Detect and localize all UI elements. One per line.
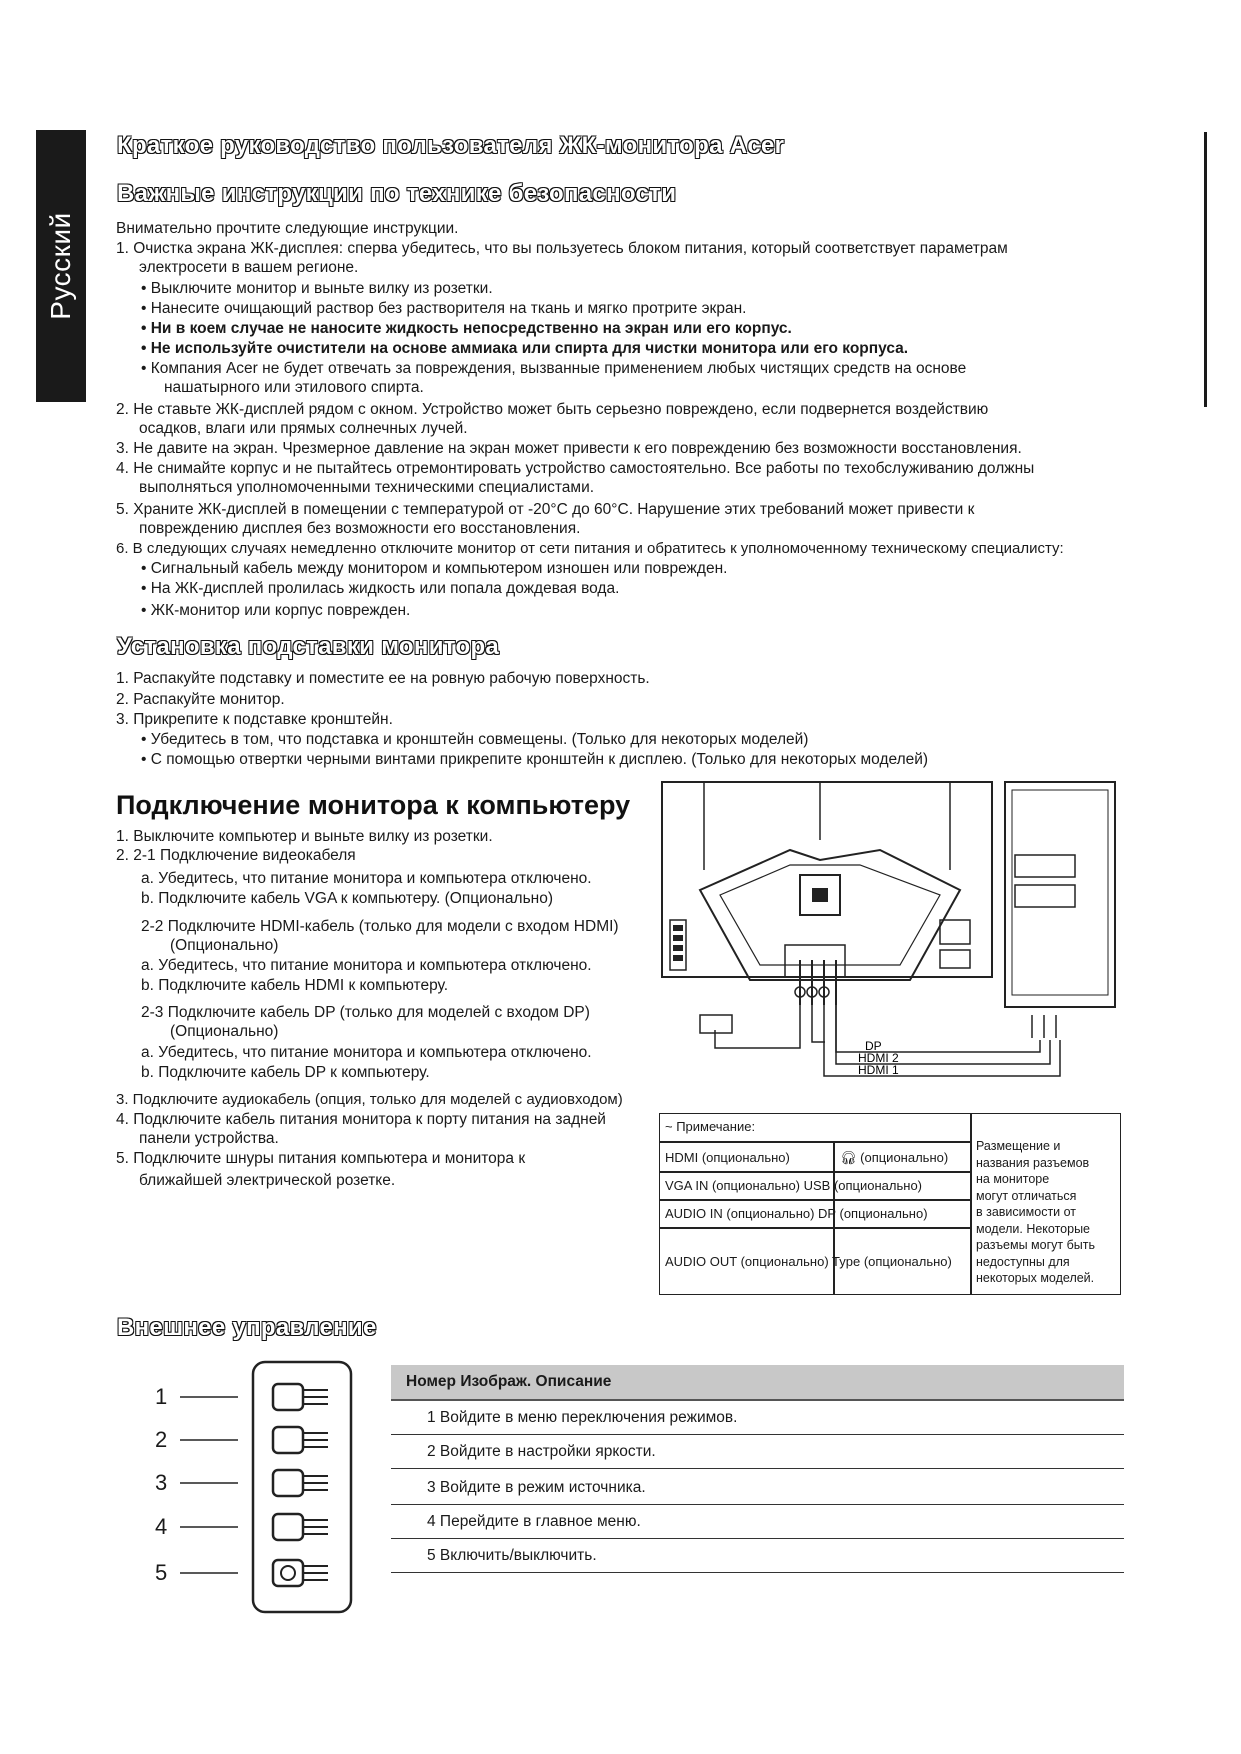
safety-item-2-cont: осадков, влаги или прямых солнечных лучей. bbox=[139, 420, 468, 437]
table-divider bbox=[660, 1171, 970, 1173]
connect-step-5: 5. Подключите шнуры питания компьютера и монитора к bbox=[116, 1150, 526, 1167]
note-cell bbox=[840, 1150, 948, 1166]
controls-table-header bbox=[391, 1365, 1124, 1401]
connect-hdmi-cont: (Опционально) bbox=[170, 937, 279, 954]
controls-table-header-label: Номер Изображ. Описание bbox=[406, 1373, 612, 1390]
safety-heading: Важные инструкции по технике безопасности bbox=[117, 180, 677, 207]
pc-tower-inner bbox=[1012, 790, 1108, 995]
connect-step-2: 2. 2-1 Подключение видеокабеля bbox=[116, 847, 356, 864]
dp-label: DP bbox=[865, 1039, 882, 1053]
control-button-icon bbox=[273, 1384, 328, 1410]
table-divider bbox=[660, 1199, 970, 1201]
controls-row-text: 3 Войдите в режим источника. bbox=[427, 1479, 646, 1496]
safety-bullet: • Сигнальный кабель между монитором и компьютером изношен или поврежден. bbox=[141, 560, 728, 577]
control-number: 2 bbox=[155, 1427, 168, 1452]
hdmi2-label: HDMI 2 bbox=[858, 1051, 899, 1065]
connect-substep: b. Подключите кабель VGA к компьютеру. (Опционально) bbox=[141, 890, 554, 907]
note-side-line: Размещение и bbox=[976, 1139, 1061, 1153]
stand-heading: Установка подставки монитора bbox=[117, 633, 500, 660]
button-mark bbox=[673, 935, 683, 941]
controls-row-text: 5 Включить/выключить. bbox=[427, 1547, 597, 1564]
note-cell-text: (опционально) bbox=[860, 1150, 949, 1165]
headphones-icon: 🎧︎ bbox=[840, 1150, 857, 1165]
control-number: 4 bbox=[155, 1514, 168, 1539]
control-number: 1 bbox=[155, 1384, 168, 1409]
note-side-text bbox=[976, 1138, 1095, 1287]
controls-table-row bbox=[391, 1505, 1124, 1539]
safety-intro: Внимательно прочтите следующие инструкции. bbox=[116, 220, 459, 237]
note-header: ~ Примечание: bbox=[665, 1119, 756, 1134]
note-side-line: некоторых моделей. bbox=[976, 1271, 1095, 1285]
button-mark bbox=[673, 945, 683, 951]
audio-cable bbox=[812, 1005, 825, 1042]
pc-drive-bay bbox=[1015, 885, 1075, 907]
safety-bullet: • ЖК-монитор или корпус поврежден. bbox=[141, 602, 411, 619]
connection-diagram bbox=[660, 780, 1120, 1100]
control-button-icon bbox=[273, 1514, 328, 1540]
button-mark bbox=[673, 955, 683, 961]
note-side-line: на мониторе bbox=[976, 1172, 1050, 1186]
connect-step-4: 4. Подключите кабель питания монитора к порту питания на задней bbox=[116, 1111, 606, 1128]
controls-row-text: 2 Войдите в настройки яркости. bbox=[427, 1443, 656, 1460]
note-side-line: названия разъемов bbox=[976, 1155, 1090, 1170]
power-port bbox=[940, 920, 970, 944]
safety-bullet: • Нанесите очищающий раствор без растворителя на ткань и мягко протрите экран. bbox=[141, 300, 747, 317]
safety-item-4-cont: выполняться уполномоченными техническими специалистами. bbox=[139, 479, 595, 496]
language-tab-label: Русский bbox=[45, 212, 76, 320]
table-divider bbox=[660, 1227, 970, 1229]
page-title: Краткое руководство пользователя ЖК-монитора Acer bbox=[117, 132, 785, 159]
pc-drive-bay bbox=[1015, 855, 1075, 877]
power-adapter bbox=[700, 1015, 732, 1033]
monitor-back-outline bbox=[662, 782, 992, 977]
stand-mount-center bbox=[812, 888, 828, 902]
connect-step-1: 1. Выключите компьютер и выньте вилку из розетки. bbox=[116, 828, 493, 845]
stand-bullet: • Убедитесь в том, что подставка и кронштейн совмещены. (Только для некоторых моделей) bbox=[141, 731, 809, 748]
table-divider bbox=[660, 1141, 970, 1143]
safety-item-6: 6. В следующих случаях немедленно отключите монитор от сети питания и обратитесь к уполномоченному техническому специалисту: bbox=[116, 540, 1064, 557]
controls-row-text: 4 Перейдите в главное меню. bbox=[427, 1513, 641, 1530]
controls-table-row bbox=[391, 1435, 1124, 1469]
safety-item-1: 1. Очистка экрана ЖК-дисплея: сперва убедитесь, что вы пользуетесь блоком питания, который соответствует параметрам bbox=[116, 240, 1008, 257]
stand-step-2: 2. Распакуйте монитор. bbox=[116, 691, 285, 708]
safety-bullet: • Компания Acer не будет отвечать за повреждения, вызванные применением любых чистящих средств на основе bbox=[141, 360, 967, 377]
stand-step-3: 3. Прикрепите к подставке кронштейн. bbox=[116, 711, 393, 728]
safety-item-2: 2. Не ставьте ЖК-дисплей рядом с окном. Устройство может быть серьезно повреждено, если подвернется воздействию bbox=[116, 401, 989, 418]
note-cell: VGA IN (опционально) USB (опционально) bbox=[665, 1178, 922, 1193]
right-margin-rule bbox=[1204, 132, 1207, 407]
controls-table-row bbox=[391, 1471, 1124, 1505]
language-tab bbox=[36, 130, 86, 402]
connect-substep: b. Подключите кабель DP к компьютеру. bbox=[141, 1064, 430, 1081]
connect-step-4-cont: панели устройства. bbox=[139, 1130, 279, 1147]
connect-substep: a. Убедитесь, что питание монитора и компьютера отключено. bbox=[141, 1044, 592, 1061]
safety-item-4: 4. Не снимайте корпус и не пытайтесь отремонтировать устройство самостоятельно. Все работы по техобслуживанию должны bbox=[116, 460, 1035, 477]
note-cell: HDMI (опционально) bbox=[665, 1150, 790, 1165]
safety-bullet-cont: нашатырного или этилового спирта. bbox=[164, 379, 424, 396]
safety-bullet-bold: • Не используйте очистители на основе аммиака или спирта для чистки монитора или его корпуса. bbox=[141, 340, 909, 357]
note-side-line: разъемы могут быть bbox=[976, 1238, 1095, 1252]
safety-bullet-bold: • Ни в коем случае не наносите жидкость непосредственно на экран или его корпус. bbox=[141, 320, 792, 337]
safety-item-5: 5. Храните ЖК-дисплей в помещении с температурой от -20°C до 60°C. Нарушение этих требований может привести к bbox=[116, 501, 975, 518]
connect-heading: Подключение монитора к компьютеру bbox=[116, 790, 631, 820]
connector-note-table bbox=[659, 1113, 1121, 1295]
connect-hdmi: 2-2 Подключите HDMI-кабель (только для модели с входом HDMI) bbox=[141, 918, 619, 935]
control-number: 3 bbox=[155, 1470, 168, 1495]
control-button-icon bbox=[273, 1470, 328, 1496]
note-cell: AUDIO IN (опционально) DP (опционально) bbox=[665, 1206, 928, 1221]
stand-bullet: • С помощью отвертки черными винтами прикрепите кронштейн к дисплею. (Только для некоторых моделей) bbox=[141, 751, 929, 768]
controls-row-text: 1 Войдите в меню переключения режимов. bbox=[427, 1409, 738, 1426]
control-buttons-diagram bbox=[178, 1360, 358, 1615]
stand-step-1: 1. Распакуйте подставку и поместите ее на ровную рабочую поверхность. bbox=[116, 670, 650, 687]
note-side-line: недоступны для bbox=[976, 1254, 1070, 1269]
note-side-line: модели. Некоторые bbox=[976, 1221, 1091, 1236]
note-side-line: могут отличаться bbox=[976, 1188, 1077, 1203]
port bbox=[940, 950, 970, 968]
note-side-line: в зависимости от bbox=[976, 1205, 1077, 1219]
table-divider bbox=[970, 1114, 972, 1294]
safety-item-5-cont: повреждению дисплея без возможности его восстановления. bbox=[139, 520, 581, 537]
connect-substep: a. Убедитесь, что питание монитора и компьютера отключено. bbox=[141, 870, 592, 887]
control-number: 5 bbox=[155, 1560, 168, 1585]
power-cable bbox=[715, 1005, 800, 1048]
note-cell: AUDIO OUT (опционально) Type (опционально) bbox=[665, 1254, 952, 1269]
safety-item-1-cont: электросети в вашем регионе. bbox=[139, 259, 359, 276]
connect-dp: 2-3 Подключите кабель DP (только для моделей с входом DP) bbox=[141, 1004, 590, 1021]
pc-tower bbox=[1005, 782, 1115, 1007]
controls-table-row bbox=[391, 1401, 1124, 1435]
safety-bullet: • Выключите монитор и выньте вилку из розетки. bbox=[141, 280, 493, 297]
controls-table-row bbox=[391, 1539, 1124, 1573]
connect-dp-cont: (Опционально) bbox=[170, 1023, 279, 1040]
button-mark bbox=[673, 925, 683, 931]
hdmi1-label: HDMI 1 bbox=[858, 1063, 899, 1077]
power-button-icon bbox=[273, 1560, 328, 1586]
connect-step-5-cont: ближайшей электрической розетке. bbox=[139, 1172, 396, 1189]
control-button-icon bbox=[273, 1427, 328, 1453]
connect-substep: a. Убедитесь, что питание монитора и компьютера отключено. bbox=[141, 957, 592, 974]
safety-item-3: 3. Не давите на экран. Чрезмерное давление на экран может привести к его повреждению без возможности восстановления. bbox=[116, 440, 1022, 457]
connect-step-3: 3. Подключите аудиокабель (опция, только для моделей с аудиовходом) bbox=[116, 1091, 623, 1108]
external-controls-heading: Внешнее управление bbox=[117, 1314, 377, 1341]
safety-bullet: • На ЖК-дисплей пролилась жидкость или попала дождевая вода. bbox=[141, 580, 620, 597]
connect-substep: b. Подключите кабель HDMI к компьютеру. bbox=[141, 977, 449, 994]
